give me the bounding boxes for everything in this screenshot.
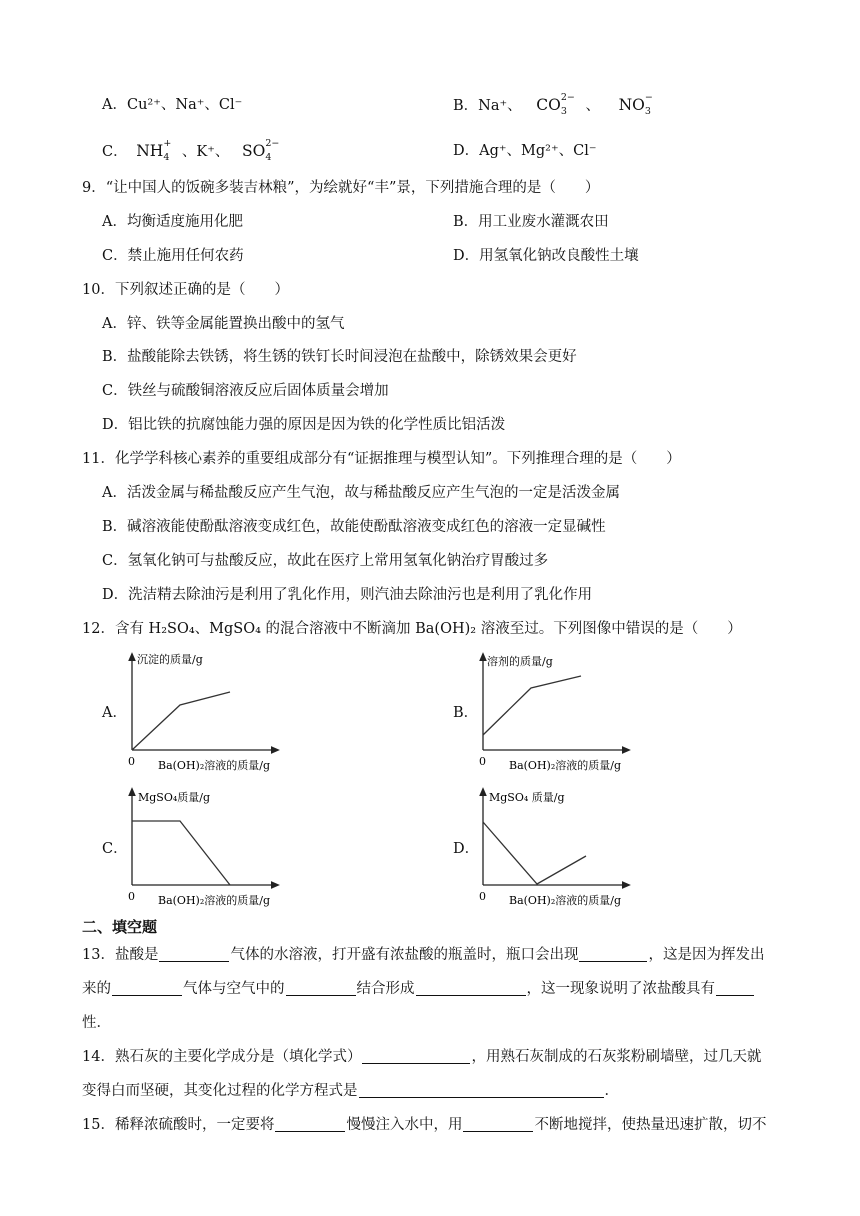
chart-b-letter: B． — [453, 705, 479, 721]
chart-a — [118, 650, 288, 775]
y-axis-label: 溶剂的质量/g — [487, 655, 553, 668]
q9-option-c: C．禁止施用任何农药 — [102, 248, 244, 264]
origin-label: 0 — [479, 890, 486, 903]
chart-c — [118, 785, 288, 910]
ion-base: CO — [536, 96, 561, 114]
x-axis-label: Ba(OH)₂溶液的质量/g — [509, 759, 621, 772]
q15-text: 慢慢注入水中，用 — [346, 1117, 463, 1133]
q11-option-c: C．氢氧化钠可与盐酸反应，故此在医疗上常用氢氧化钠治疗胃酸过多 — [102, 553, 549, 569]
option-letter: D． — [453, 143, 480, 159]
option-letter: C． — [102, 144, 128, 160]
q13-text: 气体与空气中的 — [183, 981, 285, 997]
chart-d — [469, 785, 639, 910]
q8-option-d — [453, 141, 597, 161]
curve — [132, 821, 230, 885]
q14-text: ． — [604, 1083, 619, 1099]
q14-text: 变得白而坚硬，其变化过程的化学方程式是 — [82, 1083, 358, 1099]
origin-label: 0 — [128, 890, 135, 903]
q13-text: 性． — [82, 1015, 111, 1031]
answer-blank[interactable] — [579, 946, 647, 962]
q12-stem: 12．含有 H₂SO₄、MgSO₄ 的混合溶液中不断滴加 Ba(OH)₂ 溶液至过。下列图像中错误的是（ ） — [82, 621, 742, 637]
q13-text: ，这是因为挥发出 — [648, 947, 765, 963]
origin-label: 0 — [479, 755, 486, 768]
q14-line1 — [82, 1047, 761, 1067]
q13-line2 — [82, 979, 755, 999]
q8-option-c — [102, 138, 280, 163]
answer-blank[interactable] — [416, 980, 526, 996]
y-axis-label: 沉淀的质量/g — [137, 653, 203, 666]
curve — [483, 676, 581, 735]
q13-text: ，这一现象说明了浓盐酸具有 — [526, 981, 715, 997]
q8-option-b — [453, 92, 653, 117]
x-axis-label: Ba(OH)₂溶液的质量/g — [509, 894, 621, 907]
chart-d-letter: D． — [453, 841, 480, 857]
q15-text: 15．稀释浓硫酸时，一定要将 — [82, 1117, 275, 1133]
ion-charge: − — [644, 92, 653, 103]
option-text: Ag⁺、Mg²⁺、Cl⁻ — [479, 143, 597, 159]
q13-line3 — [82, 1013, 111, 1033]
q9-option-d: D．用氢氧化钠改良酸性土壤 — [453, 248, 639, 264]
q9-stem: 9．“让中国人的饭碗多装吉林粮”，为绘就好“丰”景，下列措施合理的是（ ） — [82, 180, 600, 196]
q11-option-a: A．活泼金属与稀盐酸反应产生气泡，故与稀盐酸反应产生气泡的一定是活泼金属 — [102, 485, 620, 501]
answer-blank[interactable] — [362, 1048, 470, 1064]
answer-blank[interactable] — [275, 1116, 345, 1132]
answer-blank[interactable] — [159, 946, 229, 962]
ion-base: NO — [618, 96, 645, 114]
q13-line1 — [82, 945, 764, 965]
x-axis-label: Ba(OH)₂溶液的质量/g — [158, 759, 270, 772]
sulfate-ion — [242, 138, 280, 163]
answer-blank[interactable] — [359, 1082, 604, 1098]
option-text: 、K⁺、 — [181, 144, 230, 160]
ion-charge: 2− — [265, 138, 280, 149]
ion-subscript: 4 — [163, 152, 170, 163]
origin-label: 0 — [128, 755, 135, 768]
chart-a-letter: A． — [102, 705, 127, 721]
q15-line1 — [82, 1115, 766, 1135]
q13-text: 来的 — [82, 981, 111, 997]
q10-option-b: B．盐酸能除去铁锈，将生锈的铁钉长时间浸泡在盐酸中，除锈效果会更好 — [102, 349, 577, 365]
q14-line2 — [82, 1081, 619, 1101]
q14-text: ，用熟石灰制成的石灰浆粉刷墙壁，过几天就 — [471, 1049, 762, 1065]
q13-text: 结合形成 — [356, 981, 415, 997]
q11-option-b: B．碱溶液能使酚酞溶液变成红色，故能使酚酞溶液变成红色的溶液一定显碱性 — [102, 519, 606, 535]
ion-charge: + — [163, 138, 172, 149]
separator: 、 — [585, 98, 600, 114]
answer-blank[interactable] — [463, 1116, 533, 1132]
curve — [483, 822, 586, 884]
q11-option-d: D．洗洁精去除油污是利用了乳化作用，则汽油去除油污也是利用了乳化作用 — [102, 587, 593, 603]
q10-option-d: D．铝比铁的抗腐蚀能力强的原因是因为铁的化学性质比铝活泼 — [102, 417, 506, 433]
y-axis-label: MgSO₄ 质量/g — [489, 791, 565, 804]
option-letter: B． — [453, 98, 479, 114]
chart-b — [469, 650, 639, 775]
ion-subscript: 3 — [560, 106, 567, 117]
chart-c-letter: C． — [102, 841, 128, 857]
answer-blank[interactable] — [286, 980, 356, 996]
q11-stem: 11．化学学科核心素养的重要组成部分有“证据推理与模型认知”。下列推理合理的是（ ） — [82, 451, 681, 467]
q10-option-c: C．铁丝与硫酸铜溶液反应后固体质量会增加 — [102, 383, 389, 399]
ion-base: NH — [136, 142, 164, 160]
ion-charge: 2− — [560, 92, 575, 103]
q15-text: 不断地搅拌，使热量迅速扩散，切不 — [534, 1117, 767, 1133]
q13-text: 气体的水溶液，打开盛有浓盐酸的瓶盖时，瓶口会出现 — [230, 947, 579, 963]
curve — [132, 692, 230, 750]
answer-blank[interactable] — [112, 980, 182, 996]
option-letter: A． — [102, 97, 127, 113]
ammonium-ion — [136, 138, 172, 163]
q14-text: 14．熟石灰的主要化学成分是（填化学式） — [82, 1049, 362, 1065]
carbonate-ion — [536, 92, 575, 117]
nitrate-ion — [618, 92, 653, 117]
q8-option-a — [102, 95, 242, 115]
x-axis-label: Ba(OH)₂溶液的质量/g — [158, 894, 270, 907]
y-axis-label: MgSO₄质量/g — [138, 791, 211, 804]
answer-blank[interactable] — [716, 980, 754, 996]
ion-subscript: 3 — [644, 106, 651, 117]
q9-option-b: B．用工业废水灌溉农田 — [453, 214, 609, 230]
q10-stem: 10．下列叙述正确的是（ ） — [82, 282, 289, 298]
ion-base: SO — [242, 142, 266, 160]
ion-subscript: 4 — [265, 152, 272, 163]
q13-text: 13．盐酸是 — [82, 947, 159, 963]
q9-option-a: A．均衡适度施用化肥 — [102, 214, 243, 230]
section-title: 二、填空题 — [82, 918, 158, 936]
q10-option-a: A．锌、铁等金属能置换出酸中的氢气 — [102, 316, 345, 332]
option-text: Cu²⁺、Na⁺、Cl⁻ — [126, 97, 243, 113]
option-text: Na⁺、 — [478, 98, 522, 114]
